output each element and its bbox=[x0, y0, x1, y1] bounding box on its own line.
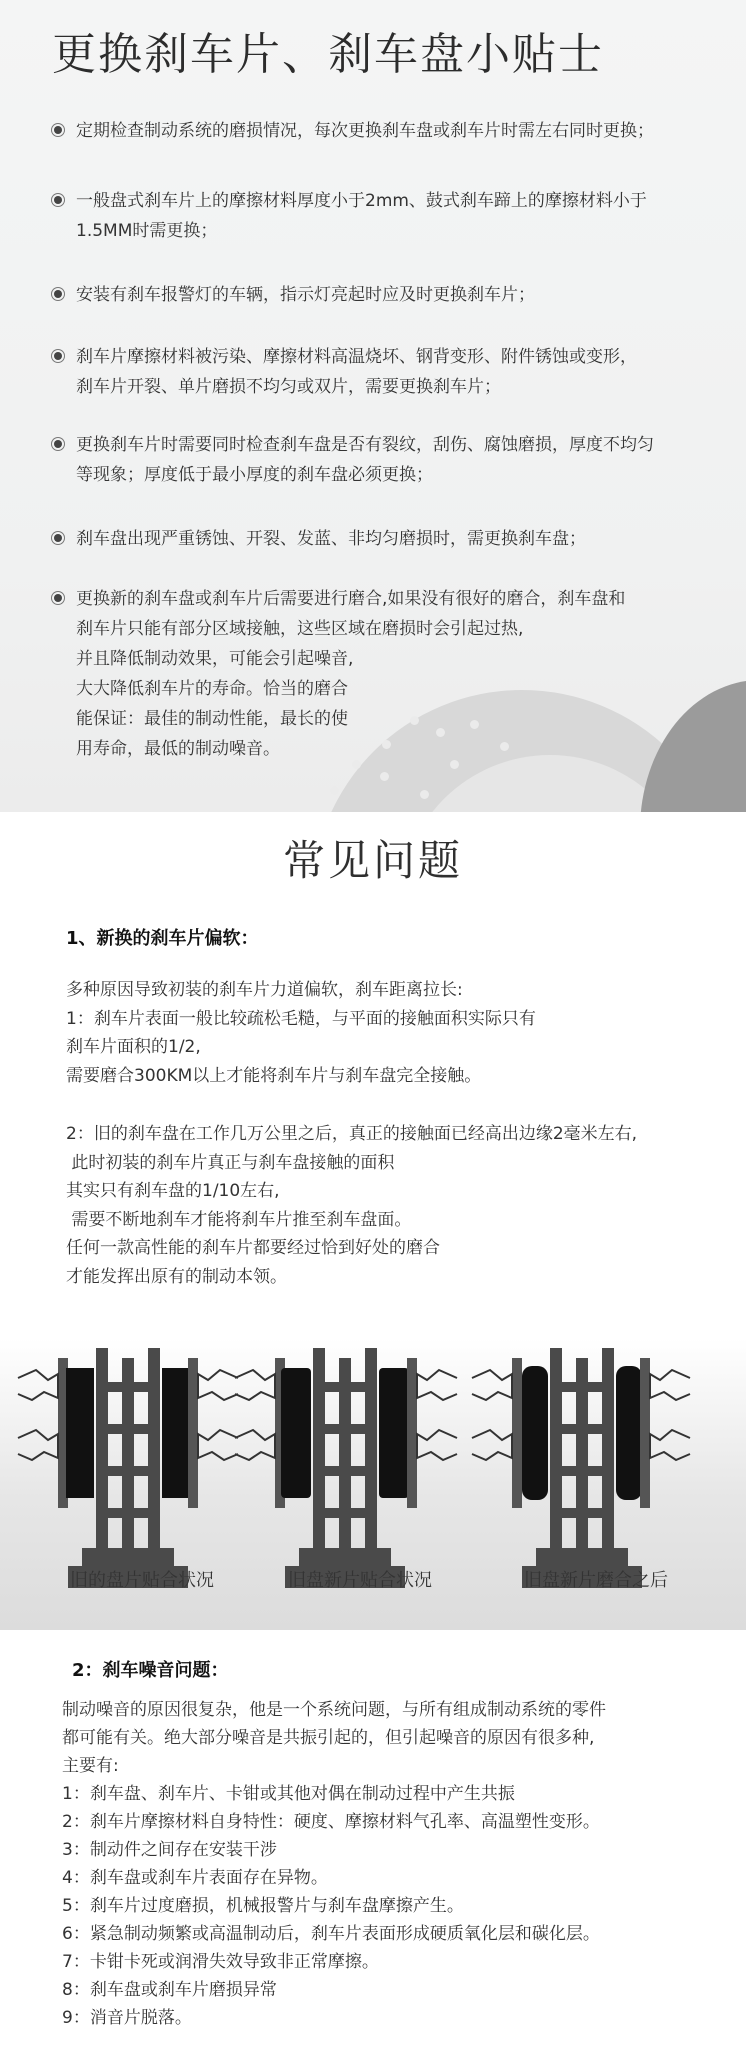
question-1-heading: 1、新换的刹车片偏软： bbox=[66, 928, 259, 949]
paragraph-line: 需要不断地刹车才能将刹车片推至刹车盘面。 bbox=[66, 1209, 412, 1230]
bullet-icon bbox=[54, 440, 62, 448]
diagram-old-pad bbox=[18, 1348, 238, 1588]
paragraph-line: 2：刹车片摩擦材料自身特性：硬度、摩擦材料气孔率、高温塑性变形。 bbox=[62, 1812, 600, 1832]
paragraph-line: 2：旧的刹车盘在工作几万公里之后，真正的接触面已经高出边缘2毫米左右, bbox=[66, 1124, 638, 1144]
paragraph-line: 都可能有关。绝大部分噪音是共振引起的，但引起噪音的原因有很多种, bbox=[62, 1728, 595, 1748]
question-2-heading: 2：刹车噪音问题： bbox=[72, 1660, 229, 1681]
tip-text: 能保证：最佳的制动性能，最长的使 bbox=[76, 709, 348, 729]
tips-title: 更换刹车片、刹车盘小贴士 bbox=[52, 29, 604, 80]
paragraph-line: 4：刹车盘或刹车片表面存在异物。 bbox=[62, 1868, 328, 1888]
tip-item bbox=[52, 116, 654, 146]
faq-title: 常见问题 bbox=[282, 836, 463, 885]
question-1-paragraph-1 bbox=[66, 976, 706, 1090]
paragraph-line: 此时初装的刹车片真正与刹车盘接触的面积 bbox=[66, 1152, 395, 1173]
paragraph-line: 1：刹车片表面一般比较疏松毛糙，与平面的接触面积实际只有 bbox=[66, 1008, 536, 1029]
paragraph-line: 7：卡钳卡死或润滑失效导致非正常摩擦。 bbox=[62, 1952, 379, 1972]
tip-item bbox=[52, 342, 637, 402]
tip-text: 一般盘式刹车片上的摩擦材料厚度小于2mm、鼓式刹车蹄上的摩擦材料小于 bbox=[76, 191, 647, 211]
paragraph-line: 刹车片面积的1/2, bbox=[66, 1037, 201, 1057]
paragraph-line: 制动噪音的原因很复杂，他是一个系统问题，与所有组成制动系统的零件 bbox=[62, 1700, 606, 1720]
paragraph-line: 3：制动件之间存在安装干涉 bbox=[62, 1840, 277, 1860]
tip-text: 刹车片摩擦材料被污染、摩擦材料高温烧坏、钢背变形、附件锈蚀或变形， bbox=[76, 347, 637, 367]
tip-text: 更换刹车片时需要同时检查刹车盘是否有裂纹，刮伤、腐蚀磨损，厚度不均匀 bbox=[76, 435, 654, 455]
tip-text: 刹车片开裂、单片磨损不均匀或双片，需要更换刹车片； bbox=[76, 377, 501, 397]
tip-text: 定期检查制动系统的磨损情况，每次更换刹车盘或刹车片时需左右同时更换； bbox=[76, 121, 654, 141]
tip-text: 等现象；厚度低于最小厚度的刹车盘必须更换； bbox=[76, 465, 433, 485]
tip-text: 刹车盘出现严重锈蚀、开裂、发蓝、非均匀磨损时，需更换刹车盘； bbox=[76, 529, 586, 549]
question-2-paragraph bbox=[62, 1696, 702, 2032]
tip-text: 安装有刹车报警灯的车辆，指示灯亮起时应及时更换刹车片； bbox=[76, 285, 535, 305]
paragraph-line: 8：刹车盘或刹车片磨损异常 bbox=[62, 1980, 277, 2000]
paragraph-line: 才能发挥出原有的制动本领。 bbox=[66, 1266, 287, 1287]
tip-item bbox=[52, 430, 654, 490]
paragraph-line: 主要有: bbox=[62, 1756, 119, 1776]
question-1-paragraph-2 bbox=[66, 1120, 706, 1291]
paragraph-line: 9：消音片脱落。 bbox=[62, 2008, 192, 2028]
tip-text: 用寿命，最低的制动噪音。 bbox=[76, 739, 280, 759]
tip-item bbox=[52, 524, 586, 554]
tip-text: 1.5MM时需更换； bbox=[76, 221, 218, 241]
paragraph-line: 多种原因导致初装的刹车片力道偏软，刹车距离拉长: bbox=[66, 980, 463, 1000]
tip-text: 更换新的刹车盘或刹车片后需要进行磨合,如果没有很好的磨合，刹车盘和 bbox=[76, 589, 626, 609]
paragraph-line: 其实只有刹车盘的1/10左右, bbox=[66, 1181, 280, 1201]
tip-text: 大大降低刹车片的寿命。恰当的磨合 bbox=[76, 679, 348, 699]
diagram-caption-after-bedding: 旧盘新片磨合之后 bbox=[524, 1570, 668, 1591]
tips-section bbox=[0, 0, 746, 812]
tip-item bbox=[52, 584, 625, 764]
tip-text: 并且降低制动效果，可能会引起噪音, bbox=[76, 649, 354, 669]
bullet-icon bbox=[54, 534, 62, 542]
diagram-caption-old: 旧的盘片贴合状况 bbox=[70, 1570, 214, 1591]
diagram-caption-new-pad: 旧盘新片贴合状况 bbox=[288, 1570, 432, 1591]
paragraph-line: 需要磨合300KM以上才能将刹车片与刹车盘完全接触。 bbox=[66, 1065, 482, 1086]
paragraph-line: 5：刹车片过度磨损，机械报警片与刹车盘摩擦产生。 bbox=[62, 1896, 464, 1916]
tip-item bbox=[52, 186, 647, 246]
bullet-icon bbox=[54, 126, 62, 134]
paragraph-line: 任何一款高性能的刹车片都要经过恰到好处的磨合 bbox=[66, 1238, 440, 1258]
bullet-icon bbox=[54, 290, 62, 298]
paragraph-line: 1：刹车盘、刹车片、卡钳或其他对偶在制动过程中产生共振 bbox=[62, 1784, 515, 1804]
bullet-icon bbox=[54, 196, 62, 204]
diagram-new-pad bbox=[235, 1348, 457, 1588]
bullet-icon bbox=[54, 594, 62, 602]
diagram-after-bedding bbox=[472, 1348, 690, 1588]
bullet-icon bbox=[54, 352, 62, 360]
paragraph-line: 6：紧急制动频繁或高温制动后，刹车片表面形成硬质氧化层和碳化层。 bbox=[62, 1924, 600, 1944]
tip-text: 刹车片只能有部分区域接触，这些区域在磨损时会引起过热, bbox=[76, 619, 524, 639]
tip-item bbox=[52, 280, 535, 310]
